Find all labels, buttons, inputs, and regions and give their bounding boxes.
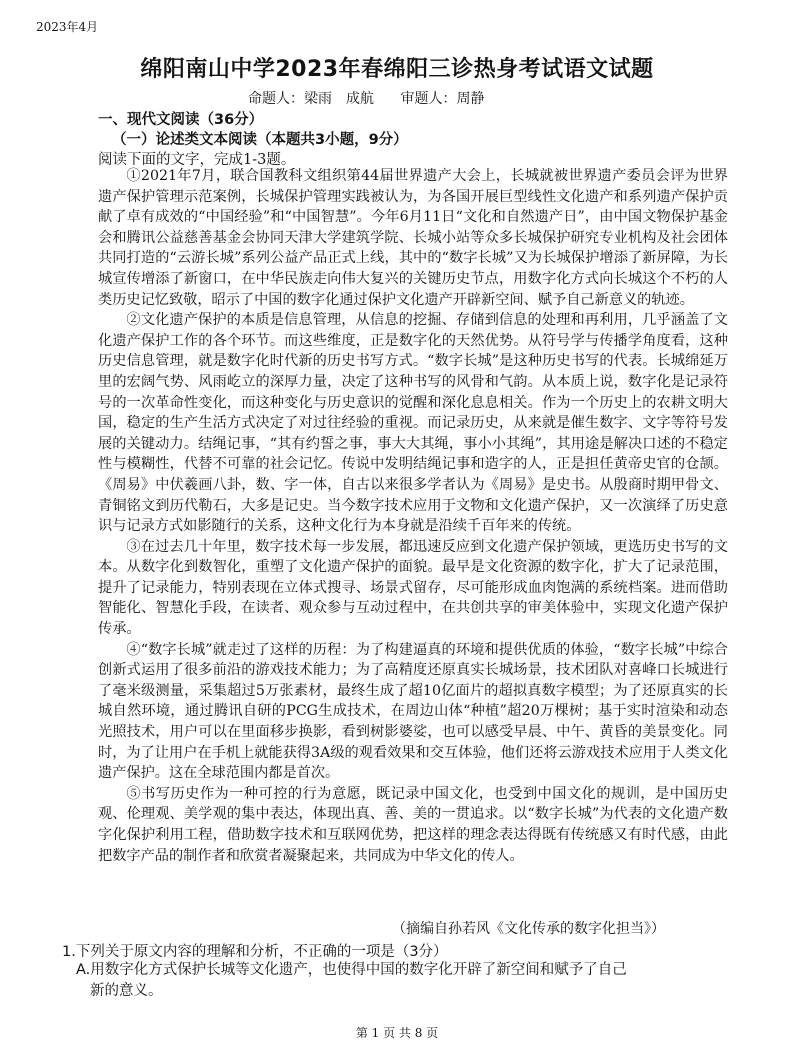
option-a-line-1: A.用数字化方式保护长城等文化遗产，也使得中国的数字化开辟了新空间和赋予了自己: [76, 962, 627, 978]
passage-paragraph-2: ②文化遗产保护的本质是信息管理，从信息的挖掘、存储到信息的处理和再利用，几乎涵盖了文化遗产保护工作的各个环节。而这些维度，正是数字化的天然优势。从符号学与传播学角度看，这种历史信息管理，就是数字化时代新的历史书写方式。“数字长城”是这种历史书写的代表。长城绵延万里的宏阔气势、风雨屹立的深厚力量，决定了这种书写的风骨和气韵。从本质上说，数字化是记录符号的一次革命性变化，而这种变化与历史意识的觉醒和深化息息相关。作为一个历史上的农耕文明大国，稳定的生产生活方式决定了对过往经验的重视。而记录历史，从来就是催生数字、文字等符号发展的关键动力。结绳记事，“其有约誓之事，事大大其绳，事小小其绳”，其用途是解决口述的不稳定性与模糊性，代替不可靠的社会记忆。传说中发明结绳记事和造字的人，正是担任黄帝史官的仓颉。《周易》中伏羲画八卦，数、字一体，自古以来很多学者认为《周易》是史书。从殷商时期甲骨文、青铜铭文到历代勒石，大多是记史。当今数字技术应用于文物和文化遗产保护，又一次演绎了历史意识与记录方式如影随行的关系，这种文化行为本身就是沿续千百年来的传统。: [98, 312, 728, 535]
option-a-line-2: 新的意义。: [90, 983, 163, 999]
question-reviewer: 审题人：周静: [400, 91, 485, 107]
author-line: [248, 88, 500, 108]
question-1-option-a: [76, 960, 716, 1002]
reading-passage: [98, 166, 728, 866]
question-1-stem: 1.下列关于原文内容的理解和分析，不正确的一项是（3分）: [62, 944, 448, 960]
exam-date: 2023年4月: [36, 20, 99, 34]
passage-paragraph-3: ③在过去几十年里，数字技术每一步发展，都迅速反应到文化遗产保护领域，更选历史书写的文本。从数字化到数智化，重塑了文化遗产保护的面貌。最早是文化资源的数字化，扩大了记录范围，提升了记录能力，特别表现在立体式搜寻、场景式留存，尽可能形成血肉饱满的系统档案。进而借助智能化、智慧化手段，在读者、观众参与互动过程中，在共创共享的审美体验中，实现文化遗产保护传承。: [98, 538, 728, 638]
section-heading: 一、现代文阅读（36分）: [98, 112, 264, 128]
subsection-heading: （一）论述类文本阅读（本题共3小题，9分）: [112, 132, 408, 148]
exam-title: 绵阳南山中学2023年春绵阳三诊热身考试语文试题: [140, 57, 654, 82]
passage-source: （摘编自孙若风《文化传承的数字化担当》）: [392, 921, 665, 937]
page-number: 第 1 页 共 8 页: [355, 1026, 439, 1040]
reading-instruction: 阅读下面的文字，完成1-3题。: [98, 152, 296, 168]
question-setters: 命题人：梁雨 成航: [248, 91, 374, 107]
passage-paragraph-4: ④“数字长城”就走过了这样的历程：为了构建逼真的环境和提供优质的体验，“数字长城”中综合创新式运用了很多前沿的游戏技术能力；为了高精度还原真实长城场景，技术团队对喜峰口长城进行了毫米级测量，采集超过5万张素材，最终生成了超10亿面片的超拟真数字模型；为了还原真实的长城自然环境，通过腾讯自研的PCG生成技术，在周边山体“种植”超20万棵树；基于实时渲染和动态光照技术，用户可以在里面移步换影，看到树影婆娑，也可以感受早晨、中午、黄昏的美景变化。同时，为了让用户在手机上就能获得3A级的观看效果和交互体验，他们还将云游戏技术应用于人类文化遗产保护。这在全球范围内都是首次。: [98, 641, 728, 782]
passage-paragraph-1: ①2021年7月，联合国教科文组织第44届世界遗产大会上，长城就被世界遗产委员会评为世界遗产保护管理示范案例，长城保护管理实践被认为，为各国开展巨型线性文化遗产和系列遗产保护贡献了卓有成效的“中国经验”和“中国智慧”。今年6月11日“文化和自然遗产日”，由中国文物保护基金会和腾讯公益慈善基金会协同天津大学建筑学院、长城小站等众多长城保护研究专业机构及社会团体共同打造的“云游长城”系列公益产品正式上线，其中的“数字长城”又为长城保护增添了新屏障，为长城宣传增添了新窗口，在中华民族走向伟大复兴的关键历史节点，用数字化方式向长城这个不朽的人类历史记忆致敬，昭示了中国的数字化通过保护文化遗产开辟新空间、赋予自己新意义的轨迹。: [98, 168, 728, 308]
passage-paragraph-5: ⑤书写历史作为一种可控的行为意愿，既记录中国文化，也受到中国文化的规训，是中国历史观、伦理观、美学观的集中表达，体现出真、善、美的一贯追求。以“数字长城”为代表的文化遗产数字化保护利用工程，借助数字技术和互联网优势，把这样的理念表达得既有传统感又有时代感，由此把数字产品的制作者和欣赏者凝聚起来，共同成为中华文化的传人。: [98, 785, 728, 864]
